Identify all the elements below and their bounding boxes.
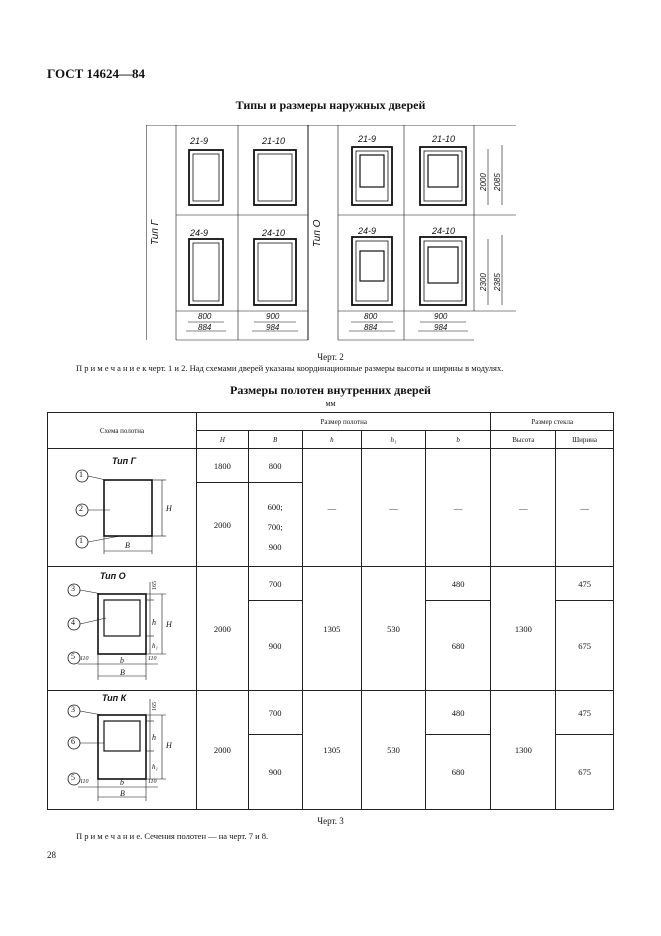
callout-g-3: 1 [79, 535, 83, 545]
caption-fig3: Черт. 3 [317, 816, 344, 826]
g-B-700: 700; [267, 521, 283, 532]
dim-o-h1: h₁ [152, 641, 158, 650]
o-h: 1305 [302, 567, 362, 691]
th-glass-width: Ширина [556, 431, 614, 449]
dim-o-900: 900 [434, 312, 448, 321]
th-scheme: Схема полотна [48, 413, 197, 449]
callout-g-1: 1 [79, 469, 83, 479]
label-o-24-10: 24-10 [432, 226, 456, 236]
k-B-700: 700 [248, 691, 302, 735]
g-H-2000: 2000 [197, 483, 249, 567]
scheme-o [48, 567, 197, 691]
g-B-list [248, 483, 302, 567]
type-o-label: Тип О [312, 219, 323, 247]
note-fig3: П р и м е ч а н и е. Сечения полотен — на черт. 7 и 8. [76, 831, 269, 841]
dim-o-H: H [166, 619, 172, 629]
dim-k-h1: h₁ [152, 763, 158, 771]
th-glass: Размер стекла [491, 413, 614, 431]
label-o-24-9: 24-9 [358, 226, 377, 236]
units-label: мм [325, 399, 336, 408]
dim-k-b: b [120, 778, 124, 787]
callout-o-4: 4 [71, 617, 75, 627]
dim-o-800: 800 [364, 312, 378, 321]
g-B-900: 900 [268, 541, 282, 552]
o-glass-width-475: 475 [556, 567, 614, 601]
inner-doors-title: Размеры полотен внутренних дверей [230, 383, 431, 397]
g-h: — [302, 449, 362, 567]
dim-k-165: 165 [152, 702, 158, 711]
k-glass-width-475: 475 [556, 691, 614, 735]
dim-o-110-left: 110 [80, 655, 89, 662]
o-B-700: 700 [248, 567, 302, 601]
scheme-g [48, 449, 197, 567]
dim-o-h: h [152, 617, 156, 627]
note-fig2: П р и м е ч а н и е к черт. 1 и 2. Над схемами дверей указаны координационные размеры высоты и ширины в модулях. [76, 363, 504, 373]
type-g-label: Тип Г [150, 219, 161, 245]
th-H: H [197, 431, 249, 449]
k-H: 2000 [197, 691, 249, 810]
dim-o-b: b [120, 655, 124, 665]
page-number: 28 [47, 850, 56, 860]
dim-g-H: H [166, 503, 172, 513]
label-g-24-10: 24-10 [262, 228, 286, 238]
dim-884: 884 [198, 323, 212, 332]
k-h: 1305 [302, 691, 362, 810]
dim-k-h: h [152, 733, 156, 742]
callout-o-5: 5 [71, 651, 75, 661]
th-B: B [248, 431, 302, 449]
g-h1: — [362, 449, 426, 567]
inner-doors-table [47, 412, 614, 810]
dim-o-984: 984 [434, 323, 448, 332]
dim-k-110-left: 110 [80, 779, 89, 785]
dim-2300: 2300 [479, 273, 488, 291]
o-h1: 530 [362, 567, 426, 691]
caption-fig2: Черт. 2 [317, 352, 344, 362]
dim-900: 900 [266, 312, 280, 321]
scheme-k [48, 691, 197, 810]
k-glass-width-675: 675 [556, 735, 614, 810]
scheme-g-label: Тип Г [112, 455, 137, 466]
g-b: — [425, 449, 491, 567]
scheme-o-label: Тип О [100, 570, 126, 581]
g-B-800: 800 [248, 449, 302, 483]
k-B-900: 900 [248, 735, 302, 810]
dim-984: 984 [266, 323, 280, 332]
dim-2085: 2085 [493, 173, 502, 191]
scheme-k-label: Тип К [102, 693, 127, 703]
th-h: h [302, 431, 362, 449]
dim-k-B: B [120, 789, 125, 798]
th-h1: h₁ [362, 431, 426, 449]
dim-g-B: B [125, 540, 130, 550]
callout-o-3: 3 [71, 583, 75, 593]
g-glass-width: — [556, 449, 614, 567]
dim-o-110-right: 110 [148, 655, 157, 662]
o-b-480: 480 [425, 567, 491, 601]
dim-k-H: H [166, 741, 172, 750]
dim-2385: 2385 [493, 273, 502, 291]
g-glass-height: — [491, 449, 556, 567]
label-g-21-10: 21-10 [262, 136, 286, 146]
callout-g-2: 2 [79, 503, 83, 513]
dim-o-165: 165 [152, 580, 158, 590]
label-o-21-10: 21-10 [432, 134, 456, 144]
th-size: Размер полотна [197, 413, 491, 431]
k-glass-height: 1300 [491, 691, 556, 810]
o-glass-width-675: 675 [556, 601, 614, 691]
g-B-600: 600; [267, 501, 283, 512]
callout-k-6: 6 [71, 737, 75, 746]
th-glass-height: Высота [491, 431, 556, 449]
o-b-680: 680 [425, 601, 491, 691]
th-b: b [425, 431, 491, 449]
o-B-900: 900 [248, 601, 302, 691]
dim-800: 800 [198, 312, 212, 321]
callout-k-5: 5 [71, 773, 75, 782]
document-header: ГОСТ 14624—84 [47, 66, 146, 81]
k-b-680: 680 [425, 735, 491, 810]
callout-k-3: 3 [71, 705, 75, 714]
k-h1: 530 [362, 691, 426, 810]
o-glass-height: 1300 [491, 567, 556, 691]
dim-o-B: B [120, 667, 125, 677]
dim-k-110-right: 110 [148, 779, 157, 785]
dim-o-884: 884 [364, 323, 378, 332]
o-H: 2000 [197, 567, 249, 691]
k-b-480: 480 [425, 691, 491, 735]
label-g-24-9: 24-9 [190, 228, 209, 238]
label-o-21-9: 21-9 [358, 134, 377, 144]
g-H-1800: 1800 [197, 449, 249, 483]
label-g-21-9: 21-9 [190, 136, 209, 146]
outer-doors-title: Типы и размеры наружных дверей [235, 98, 426, 112]
dim-2000: 2000 [479, 173, 488, 191]
